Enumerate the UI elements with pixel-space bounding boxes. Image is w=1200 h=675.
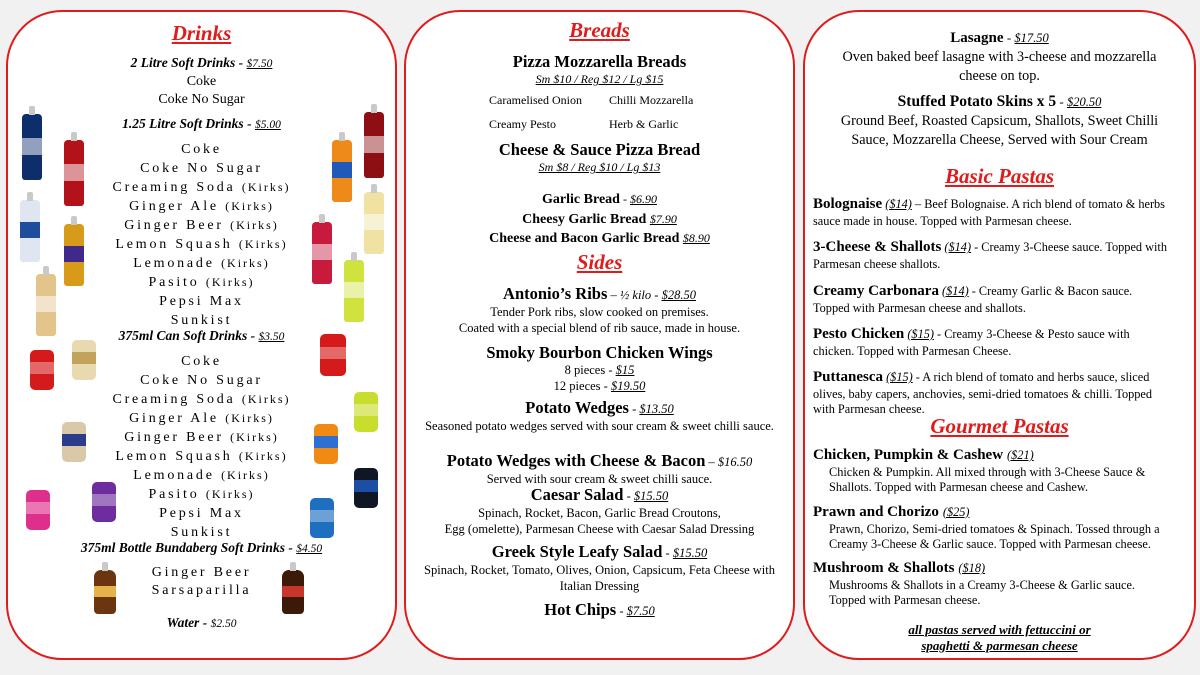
dish-description: Spinach, Rocket, Tomato, Olives, Onion, Capsicum, Feta Cheese with <box>424 563 775 577</box>
flavour-item: Creamy Pesto <box>489 117 556 131</box>
drink-name: Pepsi Max <box>159 294 244 309</box>
dish-description: Egg (omelette), Parmesan Cheese with Caesar Salad Dressing <box>444 521 755 536</box>
lasagne: Lasagne - $17.50 <box>950 30 1049 46</box>
drink-name: Creaming Soda <box>112 180 236 195</box>
soft-drink-can-icon <box>314 424 338 464</box>
soft-drink-can-icon <box>62 422 86 462</box>
gourmet-pastas-title: Gourmet Pastas <box>930 414 1069 438</box>
drinks-panel <box>6 10 397 660</box>
drink-name: Coke <box>181 142 222 157</box>
water-line: Water - $2.50 <box>166 615 237 630</box>
wings-8-pieces: 8 pieces - $15 <box>564 363 635 377</box>
drink-name: Creaming Soda <box>112 392 236 407</box>
dish-description: cheese on top. <box>959 68 1040 84</box>
drink-item <box>8 292 395 311</box>
dish-description: Spinach, Rocket, Bacon, Garlic Bread Croutons, <box>478 506 721 520</box>
drink-name: Sunkist <box>170 525 233 540</box>
drink-brand: (Kirks) <box>221 256 270 270</box>
pasta-item: Puttanesca ($15) - A rich blend of tomato and herbs sauce, sliced olives, baby capers, anchovies, semi-dried tomatoes & chilli. Topped with Parmesan cheese. <box>813 369 1153 417</box>
drink-name: Coke No Sugar <box>140 373 263 388</box>
drink-name: Lemonade <box>133 256 215 271</box>
dish-description: Seasoned potato wedges served with sour cream & sweet chilli sauce. <box>425 419 774 433</box>
cheese-sauce-sizes: Sm $8 / Reg $10 / Lg $13 <box>538 160 661 174</box>
soft-drink-can-icon <box>26 490 50 530</box>
drink-name: Sunkist <box>170 313 233 328</box>
drink-item <box>8 466 395 485</box>
litre2-header: 2 Litre Soft Drinks - $7.50 <box>130 55 273 70</box>
pasta-footer: spaghetti & parmesan cheese <box>921 638 1078 653</box>
dish-description: Oven baked beef lasagne with 3-cheese and mozzarella <box>842 49 1157 65</box>
soft-drink-can-icon <box>72 340 96 380</box>
pasta-footer: all pastas served with fettuccini or <box>908 622 1091 637</box>
flavour-item: Herb & Garlic <box>609 117 679 131</box>
drinks-title: Drinks <box>171 21 232 45</box>
dish-description: Sauce, Mozzarella Cheese, Served with Sour Cream <box>851 132 1148 148</box>
dish-description: Coated with a special blend of rib sauce, made in house. <box>458 320 741 335</box>
drink-name: Ginger Beer <box>124 218 224 233</box>
pizza-mozzarella-sizes: Sm $10 / Reg $12 / Lg $15 <box>535 72 664 86</box>
pasta-item: Pesto Chicken ($15) - Creamy 3-Cheese & Pesto sauce with chicken. Topped with Parmesan Cheese. <box>813 325 1130 358</box>
drink-name: Ginger Beer <box>124 430 224 445</box>
drink-name: Pasito <box>148 275 200 290</box>
drink-name: Coke <box>181 354 222 369</box>
drink-brand: (Kirks) <box>225 411 274 425</box>
drink-item: Coke No Sugar <box>158 92 245 107</box>
drink-name: Lemon Squash <box>115 237 233 252</box>
dish-description: Ground Beef, Roasted Capsicum, Shallots, Sweet Chilli <box>840 113 1159 129</box>
greek-salad: Greek Style Leafy Salad - $15.50 <box>491 542 708 561</box>
pastas-panel <box>803 10 1196 660</box>
caesar-salad: Caesar Salad - $15.50 <box>530 485 669 504</box>
potato-wedges: Potato Wedges - $13.50 <box>525 398 674 417</box>
soft-drink-bottle-icon <box>20 200 40 262</box>
bundaberg-header: 375ml Bottle Bundaberg Soft Drinks - $4.50 <box>80 540 323 555</box>
soft-drink-bottle-icon <box>36 274 56 336</box>
soft-drink-can-icon <box>320 334 346 376</box>
soft-drink-can-icon <box>310 498 334 538</box>
soft-drink-bottle-icon <box>364 192 384 254</box>
soft-drink-bottle-icon <box>64 140 84 206</box>
pasta-item: Bolognaise ($14) – Beef Bolognaise. A rich blend of tomato & herbs sauce made in house. Topped with Parmesan cheese. <box>813 196 1165 228</box>
drink-brand: (Kirks) <box>230 218 279 232</box>
sides-title: Sides <box>576 250 623 274</box>
soft-drink-can-icon <box>30 350 54 390</box>
basic-pastas-title: Basic Pastas <box>944 164 1055 188</box>
garlic-bread: Garlic Bread - $6.90 <box>542 192 657 207</box>
drink-name: Lemon Squash <box>115 449 233 464</box>
soft-drink-can-icon <box>92 482 116 522</box>
antonios-ribs: Antonio’s Ribs – ½ kilo - $28.50 <box>503 284 696 303</box>
can-header: 375ml Can Soft Drinks - $3.50 <box>118 328 285 343</box>
cheesy-garlic-bread: Cheesy Garlic Bread $7.90 <box>522 211 677 227</box>
cheese-sauce-pizza-bread: Cheese & Sauce Pizza Bread <box>498 140 701 159</box>
pasta-item: Prawn and Chorizo ($25) Prawn, Chorizo, Semi-dried tomatoes & Spinach. Tossed through a Creamy 3-Cheese & Garlic sauce. Topped with Parmesan cheese. <box>813 503 1160 551</box>
drink-brand: (Kirks) <box>238 237 288 251</box>
flavour-item: Caramelised Onion <box>489 93 582 107</box>
basic-pastas-list <box>813 195 1188 418</box>
litre125-header: 1.25 Litre Soft Drinks - $5.00 <box>122 116 281 131</box>
drink-name: Pasito <box>148 487 200 502</box>
flavour-item: Chilli Mozzarella <box>609 93 694 107</box>
drink-name: Ginger Ale <box>129 199 219 214</box>
pasta-item: 3-Cheese & Shallots ($14) - Creamy 3-Cheese sauce. Topped with Parmesan cheese shallots. <box>813 239 1167 272</box>
drink-brand: (Kirks) <box>241 180 291 194</box>
soft-drink-bottle-icon <box>344 260 364 322</box>
bundaberg-bottle-icon <box>282 570 304 614</box>
breads-sides-panel <box>404 10 795 660</box>
drink-brand: (Kirks) <box>205 275 255 289</box>
hot-chips: Hot Chips - $7.50 <box>544 600 655 619</box>
drink-brand: (Kirks) <box>230 430 279 444</box>
drink-name: Ginger Ale <box>129 411 219 426</box>
soft-drink-bottle-icon <box>64 224 84 286</box>
soft-drink-can-icon <box>354 392 378 432</box>
breads-title: Breads <box>569 18 630 42</box>
pasta-item: Mushroom & Shallots ($18) Mushrooms & Shallots in a Creamy 3-Cheese & Garlic sauce. Topped with Parmesan cheese. <box>813 560 1135 608</box>
dish-description: Served with sour cream & sweet chilli sauce. <box>486 472 713 486</box>
drink-name: Lemonade <box>133 468 215 483</box>
drink-name: Coke No Sugar <box>140 161 263 176</box>
stuffed-potato-skins: Stuffed Potato Skins x 5 - $20.50 <box>897 93 1102 110</box>
drink-item: Ginger Beer <box>151 565 252 580</box>
drink-item: Coke <box>186 74 217 89</box>
drink-item <box>8 390 395 409</box>
pasta-item: Creamy Carbonara ($14) - Creamy Garlic & Bacon sauce. Topped with Parmesan cheese and shallots. <box>813 282 1133 315</box>
drink-brand: (Kirks) <box>225 199 274 213</box>
gourmet-pastas-list <box>813 446 1188 609</box>
drink-brand: (Kirks) <box>238 449 288 463</box>
pizza-mozzarella-breads: Pizza Mozzarella Breads <box>512 52 687 71</box>
dish-description: Italian Dressing <box>559 578 640 593</box>
drink-item <box>8 485 395 504</box>
wings-12-pieces: 12 pieces - $19.50 <box>553 378 646 393</box>
potato-wedges-cheese-bacon: Potato Wedges with Cheese & Bacon – $16.50 <box>446 451 753 470</box>
drink-brand: (Kirks) <box>221 468 270 482</box>
cheese-bacon-garlic-bread: Cheese and Bacon Garlic Bread $8.90 <box>489 231 710 246</box>
drink-brand: (Kirks) <box>205 487 255 501</box>
soft-drink-can-icon <box>354 468 378 508</box>
smoky-bourbon-wings: Smoky Bourbon Chicken Wings <box>486 343 713 362</box>
soft-drink-bottle-icon <box>364 112 384 178</box>
bundaberg-bottle-icon <box>94 570 116 614</box>
drink-item <box>8 504 395 523</box>
dish-description: Tender Pork ribs, slow cooked on premises. <box>490 305 709 319</box>
soft-drink-bottle-icon <box>22 114 42 180</box>
soft-drink-bottle-icon <box>312 222 332 284</box>
drink-brand: (Kirks) <box>241 392 291 406</box>
soft-drink-bottle-icon <box>332 140 352 202</box>
drink-item: Sarsaparilla <box>151 583 252 598</box>
drink-name: Pepsi Max <box>159 506 244 521</box>
pasta-item: Chicken, Pumpkin & Cashew ($21) Chicken & Pumpkin. All mixed through with 3-Cheese Sauce & Shallots. Topped with Parmesan cheese and Cashew. <box>813 447 1146 495</box>
